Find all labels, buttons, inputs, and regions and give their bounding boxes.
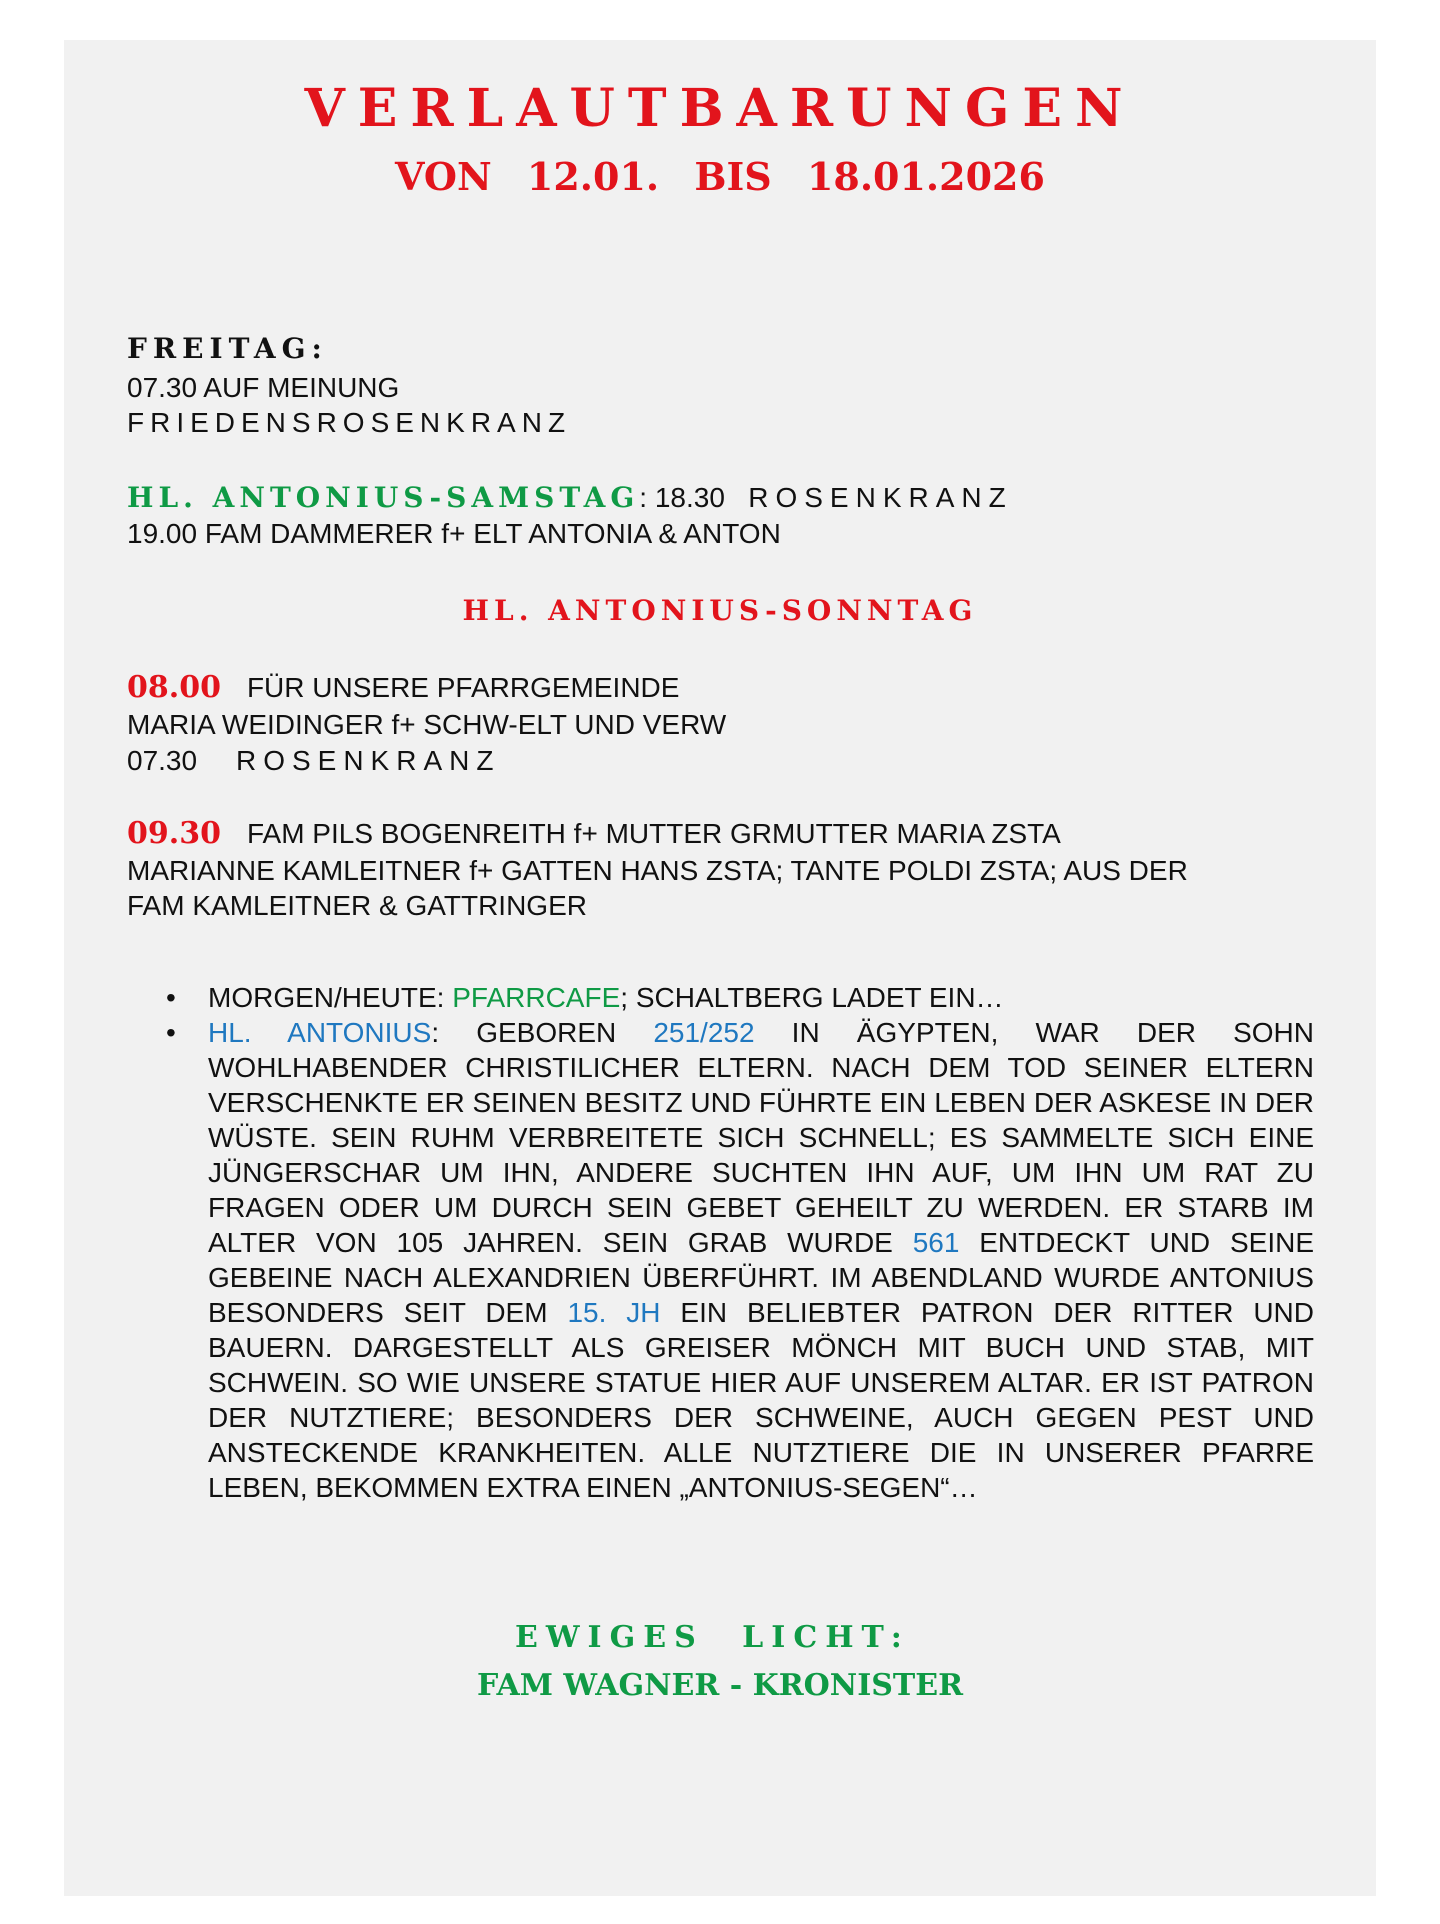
notes-list — [150, 980, 1314, 1505]
mass-2-intention-3: FAM KAMLEITNER & GATTRINGER — [127, 890, 587, 921]
saturday-heading: HL. ANTONIUS-SAMSTAG — [127, 481, 640, 514]
note-1-prefix: MORGEN/HEUTE: — [208, 982, 453, 1013]
date-range: VON 12.01. BIS 18.01.2026 — [395, 154, 1045, 199]
mass-1-time: 08.00 — [127, 670, 221, 705]
bio-text-3: ENTDECKT UND SEINE GEBEINE NACH ALEXANDRIEN ÜBERFÜHRT. IM ABENDLAND WURDE ANTONIUS BESONDERS SEIT DEM — [208, 1227, 1314, 1328]
century: 15. JH — [567, 1297, 661, 1328]
mass-1-intention: FÜR UNSERE PFARRGEMEINDE — [246, 672, 680, 703]
saturday-rosary-label: ROSENKRANZ — [748, 482, 1013, 513]
saturday-colon: : — [639, 482, 648, 513]
saturday-mass: 19.00 FAM DAMMERER f+ ELT ANTONIA & ANTON — [127, 518, 781, 549]
friday-heading: FREITAG: — [127, 332, 328, 365]
mass-2-intention: FAM PILS BOGENREITH f+ MUTTER GRMUTTER MARIA ZSTA — [246, 818, 1061, 849]
bio-text-4: EIN BELIEBTER PATRON DER RITTER UND BAUERN. DARGESTELLT ALS GREISER MÖNCH MIT BUCH UND STAB, MIT SCHWEIN. SO WIE UNSERE STATUE HIER AUF UNSEREM ALTAR. ER IST PATRON DER NUTZTIERE; BESONDERS DER SCHWEINE, AUCH GEGEN PEST UND ANSTECKENDE KRANKHEITEN. ALLE NUTZTIERE DIE IN UNSERER PFARRE LEBEN, BEKOMMEN EXTRA EINEN „ANTONIUS-SEGEN“… — [208, 1297, 1314, 1503]
mass-1-intention-2: MARIA WEIDINGER f+ SCHW-ELT UND VERW — [127, 709, 727, 740]
eternal-light-family: FAM WAGNER - KRONISTER — [476, 1668, 964, 1703]
sunday-rosary-time: 07.30 — [127, 745, 198, 776]
grave-found-year: 561 — [912, 1227, 960, 1258]
friday-rosary: FRIEDENSROSENKRANZ — [127, 407, 572, 438]
mass-2-time: 09.30 — [127, 816, 221, 851]
sunday-rosary-label: ROSENKRANZ — [235, 745, 501, 776]
sunday-mass-2 — [127, 816, 1061, 852]
friday-mass: 07.30 AUF MEINUNG — [127, 372, 400, 403]
page-title: VERLAUTBARUNGEN — [304, 78, 1136, 139]
list-item — [150, 1015, 1314, 1505]
mass-2-intention-2: MARIANNE KAMLEITNER f+ GATTEN HANS ZSTA; TANTE POLDI ZSTA; AUS DER — [127, 855, 1188, 886]
bio-text-1: : GEBOREN — [431, 1017, 654, 1048]
sunday-heading: HL. ANTONIUS-SONNTAG — [462, 594, 978, 627]
sunday-rosary — [127, 743, 500, 779]
notice-sheet — [64, 40, 1376, 1896]
saturday-rosary-time: 18.30 — [654, 482, 725, 513]
eternal-light-heading: EWIGES LICHT: — [515, 1620, 910, 1655]
birth-year: 251/252 — [653, 1017, 755, 1048]
list-item — [150, 980, 1314, 1015]
saturday-row — [127, 480, 1013, 516]
saint-name: HL. ANTONIUS — [208, 1017, 432, 1048]
note-1-suffix: ; SCHALTBERG LADET EIN… — [620, 982, 1004, 1013]
bio-text-2: IN ÄGYPTEN, WAR DER SOHN WOHLHABENDER CHRISTILICHER ELTERN. NACH DEM TOD SEINER ELTERN VERSCHENKTE ER SEINEN BESITZ UND FÜHRTE EIN LEBEN DER ASKESE IN DER WÜSTE. SEIN RUHM VERBREITETE SICH SCHNELL; ES SAMMELTE SICH EINE JÜNGERSCHAR UM IHN, ANDERE SUCHTEN IHN AUF, UM IHN UM RAT ZU FRAGEN ODER UM DURCH SEIN GEBET GEHEILT ZU WERDEN. ER STARB IM ALTER VON 105 JAHREN. SEIN GRAB WURDE — [208, 1017, 1314, 1258]
sunday-mass-1 — [127, 670, 679, 706]
pfarrcafe-highlight: PFARRCAFE — [452, 982, 621, 1013]
